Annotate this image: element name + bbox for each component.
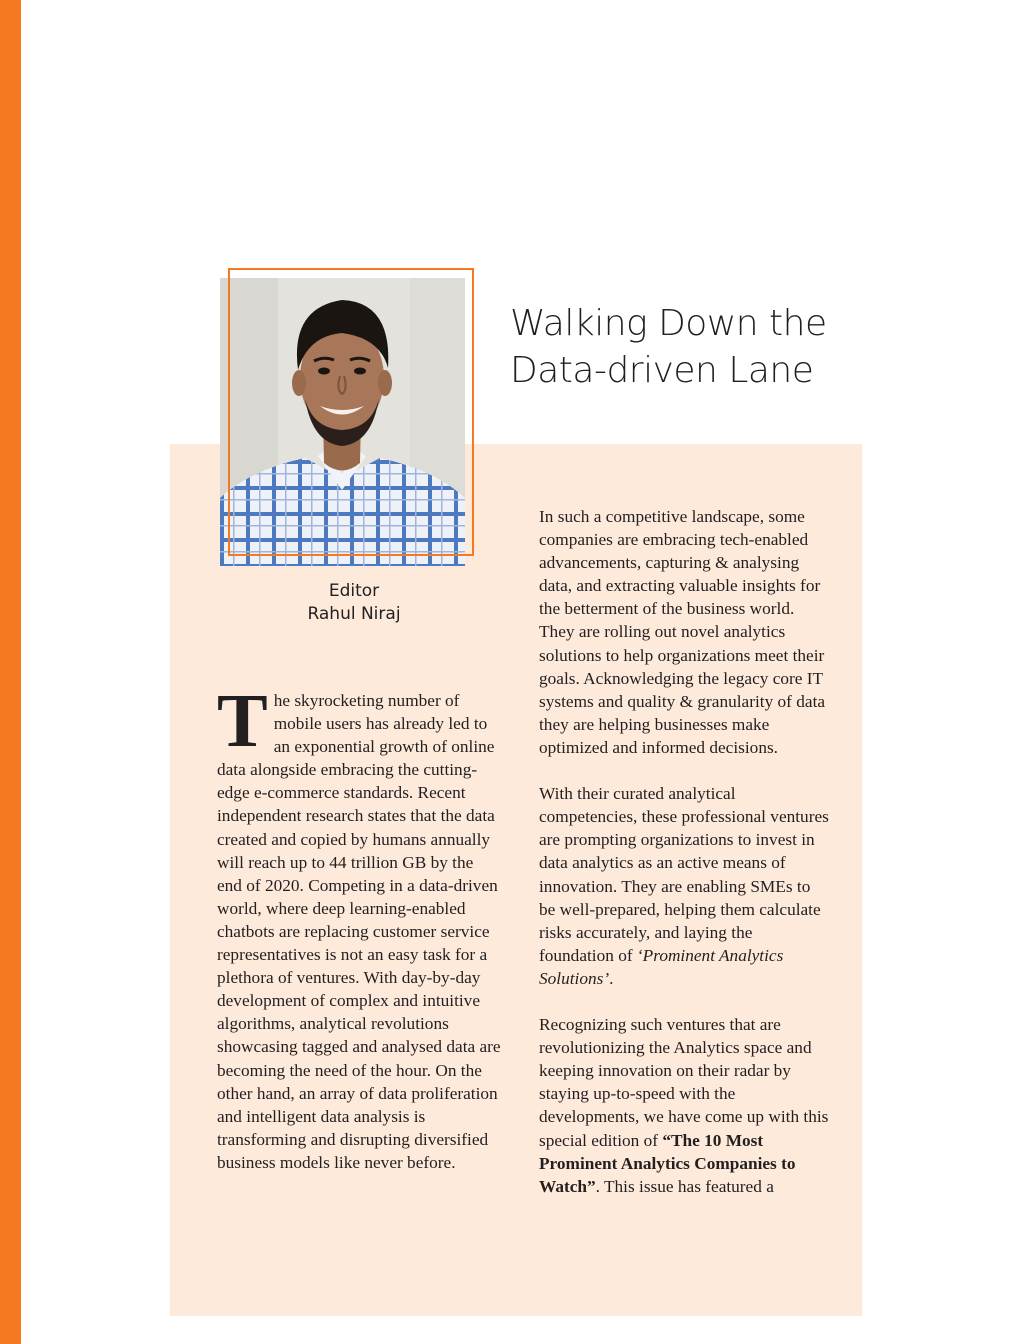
left-paragraph (217, 679, 502, 1174)
paragraph-3-bold: “The 10 Most Prominent Analytics Companies to Watch” (539, 1130, 796, 1196)
right-paragraph-3 (539, 1013, 829, 1198)
right-paragraph-1: In such a competitive landscape, some companies are embracing tech-enabled advancements, capturing & analysing data, and extracting valuable insights for the betterment of the business world. They are rolling out novel analytics solutions to help organizations meet their goals. Acknowledging the legacy core IT systems and quality & granularity of data they are helping businesses make optimized and informed decisions. (539, 507, 826, 757)
right-column (539, 505, 829, 1221)
title-line-2: Data-driven Lane (510, 350, 814, 391)
right-paragraph-2 (539, 782, 829, 990)
photo-frame (228, 268, 474, 556)
paragraph-2-italic: ‘Prominent Analytics Solutions’ (539, 945, 784, 988)
drop-cap: T (217, 679, 268, 763)
title-line-1: Walking Down the (510, 303, 827, 344)
caption-role: Editor (328, 581, 380, 601)
paragraph-3-text: Recognizing such ventures that are revolutionizing the Analytics space and keeping innovation on their radar by staying up-to-speed with the developments, we have come up with this special edition of (539, 1015, 829, 1150)
accent-side-bar (0, 0, 21, 1344)
paragraph-2-text: With their curated analytical competencies, these professional ventures are prompting organizations to invest in data analytics as an active means of innovation. They are enabling SMEs to be well-prepared, helping them calculate risks accurately, and laying the foundation of (539, 784, 829, 965)
article-title (510, 300, 827, 394)
left-paragraph-text: he skyrocketing number of mobile users has already led to an exponential growth of online data alongside embracing the cutting-edge e-commerce standards. Recent independent research states that the data created and copied by humans annually will reach up to 44 trillion GB by the end of 2020. Competing in a data-driven world, where deep learning-enabled chatbots are replacing customer service representatives is not an easy task for a plethora of ventures. With day-by-day development of complex and intuitive algorithms, analytical revolutions showcasing tagged and analysed data are becoming the need of the hour. On the other hand, an array of data proliferation and intelligent data analysis is transforming and disrupting diversified business models like never before. (217, 691, 501, 1172)
paragraph-3-end: . This issue has featured a (595, 1176, 774, 1196)
left-column (217, 679, 502, 1197)
caption-name: Rahul Niraj (307, 604, 401, 624)
paragraph-2-end: . (609, 968, 614, 988)
photo-caption (240, 580, 468, 626)
